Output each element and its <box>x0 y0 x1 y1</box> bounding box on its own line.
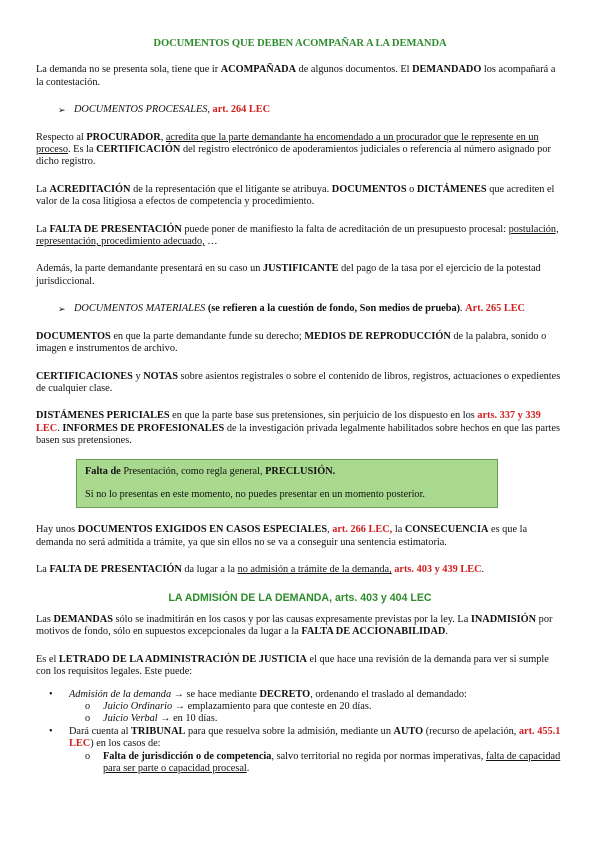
text: Presentación, como regla general, <box>120 465 266 477</box>
certificaciones-paragraph <box>36 371 564 396</box>
text: de algunos documentos. El <box>296 64 413 76</box>
bold-term: ACOMPAÑADA <box>220 64 297 76</box>
documentos-paragraph <box>36 331 564 356</box>
document-page <box>36 38 564 775</box>
text: y <box>132 370 144 382</box>
dictamenes-paragraph <box>36 410 564 447</box>
heading-label: DOCUMENTOS PROCESALES, <box>74 104 213 116</box>
text: La <box>36 183 50 195</box>
text: Respecto al <box>36 131 87 143</box>
falta2-paragraph <box>36 564 564 576</box>
text: por motivos de fondo, sólo en supuestos excepcionales da lugar a la <box>36 613 553 638</box>
text: la <box>392 524 405 536</box>
letrado-paragraph <box>36 654 564 679</box>
text: ) en los casos de: <box>90 738 161 750</box>
circle-bullet-icon: o <box>85 750 91 762</box>
text: del pago de la tasa por el ejercicio de la potestad jurisdiccional. <box>36 263 541 287</box>
acreditacion-paragraph <box>36 184 564 209</box>
text: . Es la <box>68 144 97 156</box>
bold-term: DISTÁMENES PERICIALES <box>36 410 170 422</box>
list-item <box>36 689 564 726</box>
text: , salvo territorial no regida por normas imperativas, <box>271 750 486 762</box>
bold-term: FALTA DE ACCIONABILIDAD <box>301 626 446 638</box>
text: (recurso de apelación, <box>423 725 519 737</box>
arrowhead-bullet-icon: ➢ <box>58 105 66 116</box>
callout-line: Si no lo presentas en este momento, no puedes presentar en un momento posterior. <box>85 488 426 500</box>
bold-term: INFORMES DE PROFESIONALES <box>62 422 225 434</box>
arrowhead-bullet-icon: ➢ <box>58 304 66 315</box>
text: → emplazamiento para que conteste en 20 días. <box>172 701 372 712</box>
text: en que la parte demandante funde su derecho; <box>110 330 305 342</box>
disc-bullet-icon: • <box>49 688 53 700</box>
article-reference: art. 264 LEC <box>212 104 271 116</box>
list-item <box>36 726 564 776</box>
text: → en 10 días. <box>157 713 218 725</box>
preclusion-callout-box <box>76 459 498 509</box>
article-reference: arts. 403 y 439 LEC <box>394 564 482 576</box>
circle-bullet-icon: o <box>85 701 91 712</box>
text: puede poner de manifiesto la falta de acreditación de un presupuesto procesal: <box>181 223 509 235</box>
text: La demanda no se presenta sola, tiene que ir <box>36 64 221 76</box>
bold-term: CONSECUENCIA <box>404 524 489 536</box>
justificante-paragraph <box>36 263 564 288</box>
bold-term: DOCUMENTOS EXIGIDOS EN CASOS ESPECIALES <box>77 524 328 536</box>
sub-list-item <box>69 713 564 725</box>
falta-paragraph <box>36 224 564 249</box>
article-reference: arts. 337 y 339 LEC <box>36 410 541 434</box>
italic-term: Juicio Ordinario <box>103 701 173 712</box>
bold-term: NOTAS <box>143 370 178 382</box>
heading-label: DOCUMENTOS MATERIALES <box>74 303 206 315</box>
bold-term: MEDIOS DE REPRODUCCIÓN <box>304 330 451 342</box>
bold-term: DOCUMENTOS <box>331 183 407 195</box>
intro-paragraph <box>36 64 564 89</box>
text: sobre asientos registrales o sobre el contenido de libros, registros, actuaciones o expedientes de cualquier clase. <box>36 370 561 394</box>
bold-term: Falta de <box>85 465 121 477</box>
text: La <box>36 223 50 235</box>
text: los acompañará a la contestación. <box>36 64 556 88</box>
underlined-text: acredita que la parte demandante ha encomendado a un procurador que le represente en un proceso <box>36 131 539 156</box>
text: Las <box>36 613 54 625</box>
text: el que hace una revisión de la demanda para ver si sumple con los requisitos legales. Este puede: <box>36 653 549 678</box>
text: de la palabra, sonido o imagen e instrumentos de archivo. <box>36 330 547 355</box>
text: da lugar a la <box>181 564 238 576</box>
text: . <box>460 303 466 315</box>
text: es que la demanda no será admitida a trámite, ya que sin ellos no se va a conseguir una sentencia estimatoria. <box>36 524 528 548</box>
article-reference: art. 266 LEC, <box>332 524 393 536</box>
options-list <box>36 689 564 776</box>
document-title: DOCUMENTOS QUE DEBEN ACOMPAÑAR A LA DEMANDA <box>153 38 447 49</box>
text: Dará cuenta al <box>69 725 132 737</box>
section-title: LA ADMISIÓN DE LA DEMANDA, arts. 403 y 404 LEC <box>168 591 432 604</box>
text: → se hace mediante <box>171 688 260 700</box>
text: . <box>246 763 250 775</box>
text: para que resuelva sobre la admisión, mediante un <box>185 725 394 737</box>
bold-term: CERTIFICACIÓN <box>96 144 181 156</box>
underlined-text: postulación, representación, procedimiento adecuado, <box>36 223 559 248</box>
underlined-text: no admisión a trámite de la demanda, <box>237 564 392 576</box>
text: La <box>36 564 50 576</box>
bold-term: DEMANDADO <box>412 64 482 76</box>
text: , ordenando el traslado al demandado: <box>310 688 467 700</box>
sub-list <box>69 701 564 726</box>
bold-term: CERTIFICACIONES <box>36 370 133 382</box>
bold-term: TRIBUNAL <box>131 725 186 737</box>
bold-term: DEMANDAS <box>53 613 113 625</box>
text: Hay unos <box>36 524 78 536</box>
text: del registro electrónico de apoderamientos judiciales o referencia al número asignado por dicho registro. <box>36 144 551 168</box>
bold-term: INADMISIÓN <box>470 613 537 625</box>
heading-note: (se refieren a la cuestión de fondo, Son medios de prueba) <box>205 303 461 315</box>
bold-term: FALTA DE PRESENTACIÓN <box>49 223 182 235</box>
sub-list <box>69 751 564 776</box>
bold-term: FALTA DE PRESENTACIÓN <box>49 564 182 576</box>
bold-term: JUSTIFICANTE <box>263 263 339 275</box>
bold-term: PRECLUSIÓN. <box>265 465 336 477</box>
text: , <box>327 524 333 536</box>
text: . <box>57 422 63 434</box>
text: . <box>481 564 485 576</box>
text: , <box>160 131 166 143</box>
admision-paragraph <box>36 614 564 639</box>
text: de la investigación privada legalmente habilitados sobre hechos en que las partes basen sus pretensiones. <box>36 422 560 447</box>
circle-bullet-icon: o <box>85 713 91 725</box>
text: … <box>204 236 218 248</box>
text: . <box>445 626 448 638</box>
bold-term: PROCURADOR <box>86 131 161 143</box>
bold-term: DOCUMENTOS <box>36 330 111 342</box>
bold-term: DICTÁMENES <box>416 183 487 195</box>
text: Además, la parte demandante presentará en su caso un <box>36 263 264 275</box>
text: Es el <box>36 653 59 665</box>
materiales-heading <box>58 303 564 315</box>
bold-term: Falta de jurisdicción o de competencia <box>103 750 272 762</box>
text: que acrediten el valor de la cosa litigiosa a efectos de competencia y procedimiento. <box>36 183 555 208</box>
bold-term: ACREDITACIÓN <box>49 183 131 195</box>
article-reference: Art. 265 LEC <box>465 303 525 315</box>
procesales-heading <box>58 104 564 116</box>
bold-term: DECRETO <box>259 688 311 700</box>
sub-list-item <box>69 701 564 713</box>
text: de la representación que el litigante se atribuya. <box>130 183 332 195</box>
disc-bullet-icon: • <box>49 725 53 737</box>
exigidos-paragraph <box>36 524 564 549</box>
callout-line <box>85 466 489 478</box>
text: sólo se inadmitirán en los casos y por las causas expresamente previstas por la ley. La <box>112 613 471 625</box>
article-reference: art. 455.1 LEC <box>69 725 561 750</box>
text: o <box>406 183 417 195</box>
underlined-text: falta de capacidad para ser parte o capacidad procesal <box>103 750 561 775</box>
bold-term: AUTO <box>393 725 424 737</box>
italic-term: Juicio Verbal <box>103 713 158 725</box>
sub-list-item <box>69 751 564 776</box>
bold-term: LETRADO DE LA ADMINISTRACIÓN DE JUSTICIA <box>58 653 307 665</box>
italic-term: Admisión de la demanda <box>69 688 172 700</box>
procurador-paragraph <box>36 132 564 169</box>
text: en que la parte base sus pretensiones, sin perjuicio de los dispuesto en los <box>169 410 478 422</box>
